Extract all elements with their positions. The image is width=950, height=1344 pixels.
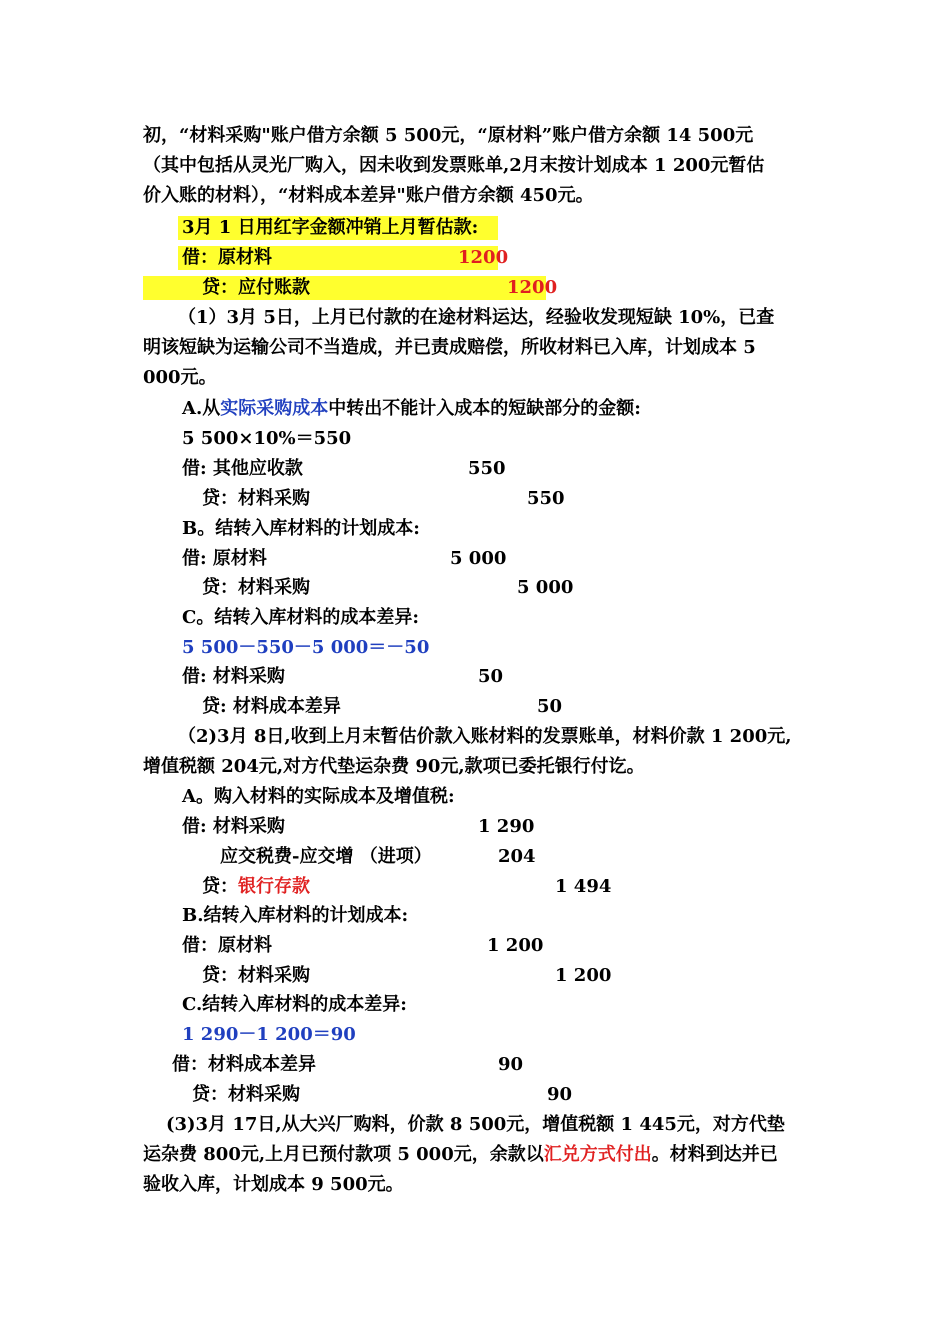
item1-a-debit: 借: 其他应收款	[182, 458, 303, 479]
reversal-title: 3月 1 日用红字金额冲销上月暂估款:	[182, 217, 479, 238]
item3-line-2-emphasis: 汇兑方式付出	[543, 1144, 652, 1165]
item2-c-credit-amount: 90	[547, 1084, 573, 1105]
intro-line-2: （其中包括从灵光厂购入，因未收到发票账单,2月末按计划成本 1 200元暂估	[143, 155, 765, 176]
reversal-credit-amount: 1200	[507, 277, 558, 298]
item1-line-2: 明该短缺为运输公司不当造成，并已责成赔偿，所收材料已入库，计划成本 5	[143, 337, 756, 358]
intro-line-1: 初，“材料采购"账户借方余额 5 500元，“原材料”账户借方余额 14 500元	[143, 125, 754, 146]
item1-a-title-emphasis: 实际采购成本	[220, 398, 329, 419]
item1-c-title: C。结转入库材料的成本差异:	[182, 607, 419, 628]
reversal-debit: 借：原材料	[182, 247, 272, 268]
item2-b-credit: 贷：材料采购	[202, 965, 310, 986]
item1-c-debit: 借: 材料采购	[182, 666, 285, 687]
item1-b-credit-amount: 5 000	[517, 577, 574, 598]
item3-line-1: (3)3月 17日,从大兴厂购料，价款 8 500元，增值税额 1 445元，对方代垫	[166, 1114, 785, 1135]
item2-c-title: C.结转入库材料的成本差异:	[182, 994, 407, 1015]
item2-a-credit: 贷：银行存款	[202, 876, 310, 897]
item1-c-calc: 5 500－550－5 000＝－50	[182, 637, 430, 658]
item3-line-2: 运杂费 800元,上月已预付款项 5 000元，余款以汇兑方式付出。材料到达并已	[143, 1144, 778, 1165]
item1-b-credit: 贷：材料采购	[202, 577, 310, 598]
intro-line-3: 价入账的材料），“材料成本差异"账户借方余额 450元。	[143, 185, 594, 206]
item2-a-credit-emphasis: 银行存款	[238, 876, 310, 897]
item1-c-credit-amount: 50	[537, 696, 563, 717]
item1-a-title: A.从实际采购成本中转出不能计入成本的短缺部分的金额:	[182, 398, 641, 419]
item2-b-credit-amount: 1 200	[555, 965, 612, 986]
item1-b-debit-amount: 5 000	[450, 548, 507, 569]
item1-a-debit-amount: 550	[468, 458, 506, 479]
item2-c-debit-amount: 90	[498, 1054, 524, 1075]
item1-a-credit-amount: 550	[527, 488, 565, 509]
item1-line-3: 000元。	[143, 367, 217, 388]
item1-a-calc: 5 500×10%＝550	[182, 428, 352, 449]
item2-b-debit: 借：原材料	[182, 935, 272, 956]
reversal-credit: 贷：应付账款	[202, 277, 310, 298]
item2-b-debit-amount: 1 200	[487, 935, 544, 956]
item1-c-credit: 贷: 材料成本差异	[202, 696, 341, 717]
item2-a-debit2: 应交税费-应交增 （进项）	[220, 846, 432, 867]
item2-a-credit-amount: 1 494	[555, 876, 612, 897]
item1-line-1: （1）3月 5日，上月已付款的在途材料运达，经验收发现短缺 10%，已查	[178, 307, 775, 328]
item2-a-debit2-amount: 204	[498, 846, 536, 867]
item1-a-credit: 贷：材料采购	[202, 488, 310, 509]
item2-c-credit: 贷：材料采购	[192, 1084, 300, 1105]
item2-line-1: （2)3月 8日,收到上月末暂估价款入账材料的发票账单，材料价款 1 200元,	[178, 726, 792, 747]
item2-c-debit: 借：材料成本差异	[172, 1054, 316, 1075]
item1-b-title: B。结转入库材料的计划成本:	[182, 518, 420, 539]
item3-line-3: 验收入库，计划成本 9 500元。	[143, 1174, 404, 1195]
item2-a-debit: 借: 材料采购	[182, 816, 285, 837]
item2-b-title: B.结转入库材料的计划成本:	[182, 905, 409, 926]
item2-a-title: A。购入材料的实际成本及增值税:	[182, 786, 455, 807]
item1-c-debit-amount: 50	[478, 666, 504, 687]
item2-line-2: 增值税额 204元,对方代垫运杂费 90元,款项已委托银行付讫。	[143, 756, 645, 777]
reversal-debit-amount: 1200	[458, 247, 509, 268]
item2-a-debit-amount: 1 290	[478, 816, 535, 837]
item1-b-debit: 借: 原材料	[182, 548, 267, 569]
item2-c-calc: 1 290－1 200＝90	[182, 1024, 356, 1045]
